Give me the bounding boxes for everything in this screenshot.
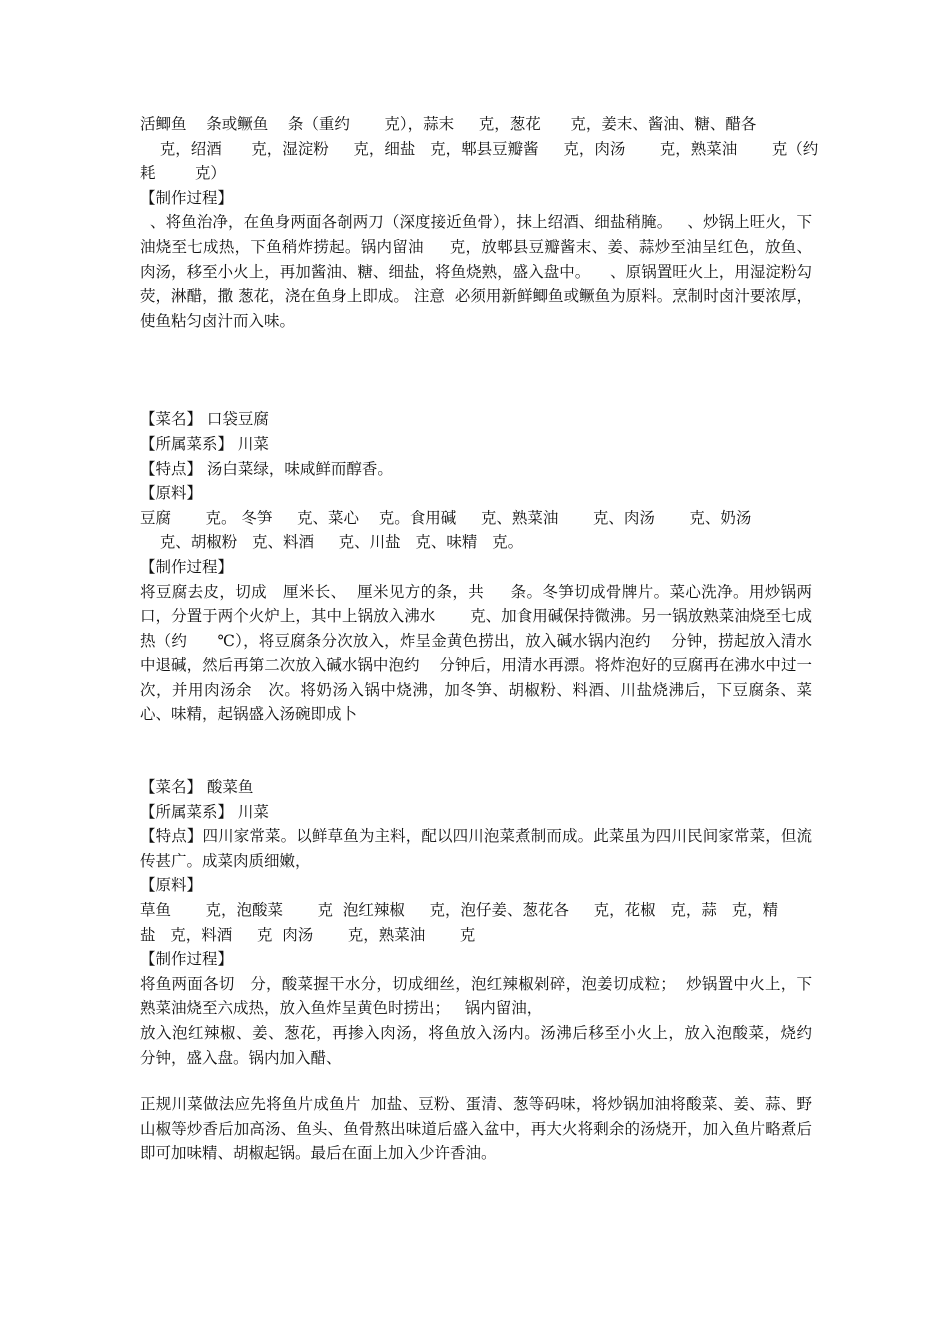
section-3 bbox=[140, 775, 837, 1166]
section-2 bbox=[140, 407, 812, 727]
process-text: 放入泡红辣椒、姜、葱花，再掺入肉汤，将鱼放入汤内。汤沸后移至小火上，放入泡酸菜，烧约 分钟，盛入盘。锅内加入醋、 bbox=[140, 1024, 837, 1067]
ingredients-line: 克，绍酒 克，湿淀粉 克，细盐 克，郫县豆瓣酱 克，肉汤 克，熟菜油 克（约 bbox=[140, 139, 819, 158]
process-text: 、将鱼治净，在鱼身两面各剞两刀（深度接近鱼骨），抹上绍酒、细盐稍腌。 、炒锅上旺火，下油烧至七成热，下鱼稍炸捞起。锅内留油 克，放郫县豆瓣酱末、姜、蒜炒至油呈红色，放鱼、肉汤，移至小火上，再加酱油、糖、细盐，将鱼烧熟，盛入盘中。 、原锅置旺火上，用湿淀粉勾荧，淋醋，撒 葱花，浇在鱼身上即成。 注意 必须用新鲜鲫鱼或鳜鱼为原料。烹制时卤汁要浓厚，使鱼粘匀卤汁而入味。 bbox=[140, 213, 812, 330]
ingredients-label: 【原料】 bbox=[140, 876, 203, 895]
ingredients-line: 活鲫鱼 条或鳜鱼 条（重约 克），蒜末 克，葱花 克，姜末、酱油、糖、醋各 bbox=[140, 115, 757, 133]
process-text: 将豆腐去皮，切成 厘米长、 厘米见方的条，共 条。冬笋切成骨牌片。菜心洗净。用炒锅两口，分置于两个火炉上，其中上锅放入沸水 克、加食用碱保持微沸。另一锅放熟菜油烧至七成热（约 ℃），将豆腐条分次放入，炸呈金黄色捞出，放入碱水锅内泡约 分钟，捞起放入清水中退碱，然后再第二次放入碱水锅中泡约 分钟后，用清水再漂。将炸泡好的豆腐再在沸水中过一次，并用肉汤余 次。将奶汤入锅中烧沸，加冬笋、胡椒粉、料酒、川盐烧沸后，下豆腐条、菜心、味精，起锅盛入汤碗即成卜 bbox=[140, 582, 812, 724]
spacer bbox=[140, 727, 812, 775]
spacer bbox=[140, 1070, 812, 1092]
section-1 bbox=[140, 112, 819, 333]
cuisine-line: 【所属菜系】 川菜 bbox=[140, 434, 269, 453]
dish-name: 【菜名】 酸菜鱼 bbox=[140, 778, 254, 797]
feature-line: 【特点】 汤白菜绿，味咸鲜而醇香。 bbox=[140, 459, 393, 478]
note-text: 正规川菜做法应先将鱼片成鱼片 加盐、豆粉、蛋清、葱等码味，将炒锅加油将酸菜、姜、蒜、野山椒等炒香后加高汤、鱼头、鱼骨熬出味道后盛入盆中，再大火将剩余的汤烧开，加入鱼片略煮后即可加味精、胡椒起锅。最后在面上加入少许香油。 bbox=[140, 1095, 812, 1163]
spacer bbox=[140, 333, 812, 407]
ingredients-line: 豆腐 克。 冬笋 克、菜心 克。食用碱 克、熟菜油 克、肉汤 克、奶汤 bbox=[140, 508, 752, 527]
ingredients-label: 【原料】 bbox=[140, 484, 203, 503]
feature-text: 【特点】四川家常菜。以鲜草鱼为主料，配以四川泡菜煮制而成。此菜虽为四川民间家常菜，但流传甚广。成菜肉质细嫩， bbox=[140, 827, 812, 870]
process-label: 【制作过程】 bbox=[140, 950, 234, 969]
ingredients-line: 盐 克，料酒 克 肉汤 克，熟菜油 克 bbox=[140, 925, 476, 944]
document-page bbox=[140, 112, 837, 1166]
ingredients-line: 耗 克） bbox=[140, 164, 226, 183]
ingredients-line: 克、胡椒粉 克、料酒 克、川盐 克、味精 克。 bbox=[140, 533, 524, 552]
process-label: 【制作过程】 bbox=[140, 188, 234, 207]
cuisine-line: 【所属菜系】 川菜 bbox=[140, 802, 269, 821]
process-text: 将鱼两面各切 分，酸菜握干水分，切成细丝，泡红辣椒剁碎，泡姜切成粒； 炒锅置中火上，下熟菜油烧至六成热，放入鱼炸呈黄色时捞出； 锅内留油， bbox=[140, 974, 812, 1018]
dish-name: 【菜名】 口袋豆腐 bbox=[140, 410, 269, 429]
process-label: 【制作过程】 bbox=[140, 557, 234, 576]
ingredients-line: 草鱼 克，泡酸菜 克 泡红辣椒 克，泡仔姜、葱花各 克，花椒 克，蒜 克，精 bbox=[140, 901, 779, 920]
